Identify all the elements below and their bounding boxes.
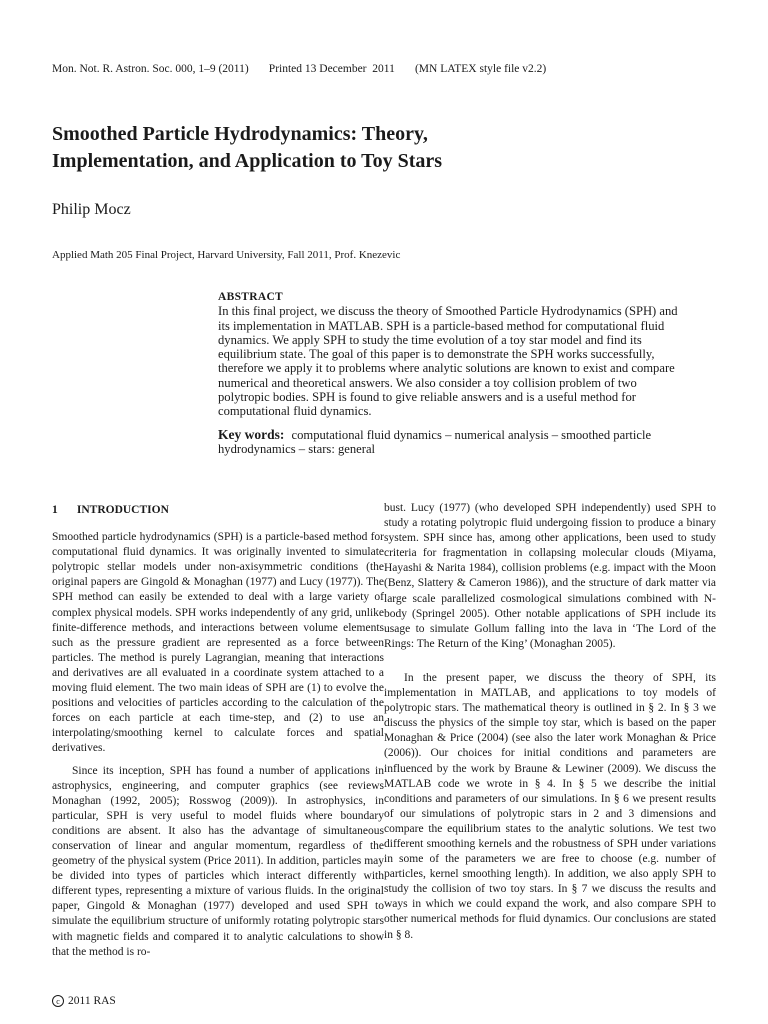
paragraph: Since its inception, SPH has found a number of applications in astrophysics, engineering, and computer graphics (see reviews Monaghan (1992, 2005); Rosswog (2009)). In astrophysics, in particular, SPH is very useful to model fluids where boundary conditions are absent. It also has the advantage of simultaneous conservation of linear and angular momentum, regardless of the geometry of the physical system (Price 2011). In addition, particles may be divided into types of particles which interact differently with different types, representing a mixture of various fluids. In the original paper, Gingold & Monaghan (1977) developed and used SPH to simulate the equilibrium structure of uniformly rotating polytropic stars with magnetic fields and compared it to analytic calculations to show that the method is ro- (52, 764, 384, 958)
abstract (218, 290, 686, 456)
section-heading (52, 503, 384, 518)
title-line-2: Implementation, and Application to Toy Stars (52, 150, 443, 172)
paper-title (52, 121, 692, 175)
running-header: Mon. Not. R. Astron. Soc. 000, 1–9 (2011) Printed 13 December 2011 (MN LATEX style file v2.2) (52, 63, 547, 75)
title-line-1: Smoothed Particle Hydrodynamics: Theory, (52, 123, 428, 145)
author-name: Philip Mocz (52, 201, 131, 218)
abstract-heading: ABSTRACT (218, 291, 284, 303)
abstract-text: In this final project, we discuss the theory of Smoothed Particle Hydrodynamics (SPH) and its implementation in MATLAB. SPH is a particle-based method for computational fluid dynamics. We apply SPH to study the time evolution of a toy star model and find its equilibrium state. The goal of this paper is to demonstrate the SPH works successfully, therefore we apply it to problems where analytic solutions are known to exist and compare numerical and theoretical answers. We also consider a toy collision problem of two polytropic bodies. SPH is found to give reliable answers and is a useful method for computational fluid dynamics. (218, 304, 678, 419)
left-column (52, 503, 384, 960)
section-title: INTRODUCTION (76, 504, 169, 516)
copyright-text: 2011 RAS (68, 995, 116, 1007)
section-number: 1 (52, 504, 58, 516)
paragraph: Smoothed particle hydrodynamics (SPH) is a particle-based method for computational fluid dynamics. It was originally invented to simulate polytropic stellar models under non-axisymmetric conditions (the original papers are Gingold & Monaghan (1977) and Lucy (1977)). The SPH method can easily be extended to deal with a large variety of complex physical models. SPH works independently of any grid, unlike finite-difference methods, and interactions between volume elements such as the pressure gradient are represented as a force between particles. The method is purely Lagrangian, meaning that interactions and derivatives are all evaluated in a coordinate system attached to a moving fluid element. The two main ideas of SPH are (1) to evolve the positions and velocities of particles according to the calculation of the forces on each particle at each time-step, and (2) to use an interpolating/smoothing kernel to calculate forces and spatial derivatives. (52, 531, 384, 755)
keywords-text: computational fluid dynamics – numerical analysis – smoothed particle hydrodynamics – stars: general (218, 427, 652, 456)
keywords-label: Key words: (218, 426, 285, 442)
copyright-footer (52, 995, 116, 1007)
copyright-icon: c (52, 995, 64, 1007)
author-affiliation: Applied Math 205 Final Project, Harvard University, Fall 2011, Prof. Knezevic (52, 249, 401, 261)
paragraph: In the present paper, we discuss the theory of SPH, its implementation in MATLAB, and applications to toy models of polytropic stars. The mathematical theory is outlined in § 2. In § 3 we discuss the physics of the simple toy star, which is based on the paper Monaghan & Price (2004) (see also the later work Monaghan & Price (2006)). Our choices for initial conditions and parameters are influenced by the work by Braune & Lewiner (2009). We discuss the MATLAB code we wrote in § 4. In § 5 we describe the initial conditions and parameters of our simulations. In § 6 we present results of our simulations of polytropic stars in 2 and 3 dimensions and compare the equilibrium states to the analytic solutions. We test two different smoothing kernels and the robustness of SPH under variations in some of the parameters we are free to choose (e.g. number of particles, kernel smoothing length). In addition, we also apply SPH to study the collision of two toy stars. In § 7 we discuss the results and ways in which we could expand the work, and also compare SPH to other numerical methods for fluid dynamics. Our conclusions are stated in § 8. (384, 671, 716, 941)
keywords (218, 428, 686, 457)
right-column (384, 501, 716, 943)
paragraph: bust. Lucy (1977) (who developed SPH independently) used SPH to study a rotating polytropic fluid undergoing fission to produce a binary system. SPH since has, among other applications, been used to study criteria for fragmentation in collapsing molecular clouds (Miyama, Hayashi & Narita 1984), collision problems (e.g. impact with the Moon (Benz, Slattery & Cameron 1986)), and the structure of dark matter via large scale parallelized cosmological simulations combined with N-body (Springel 2005). Other notable applications of SPH include its usage to simulate Gollum falling into the lava in ‘The Lord of the Rings: The Return of the King’ (Monaghan 2005). (384, 502, 716, 650)
